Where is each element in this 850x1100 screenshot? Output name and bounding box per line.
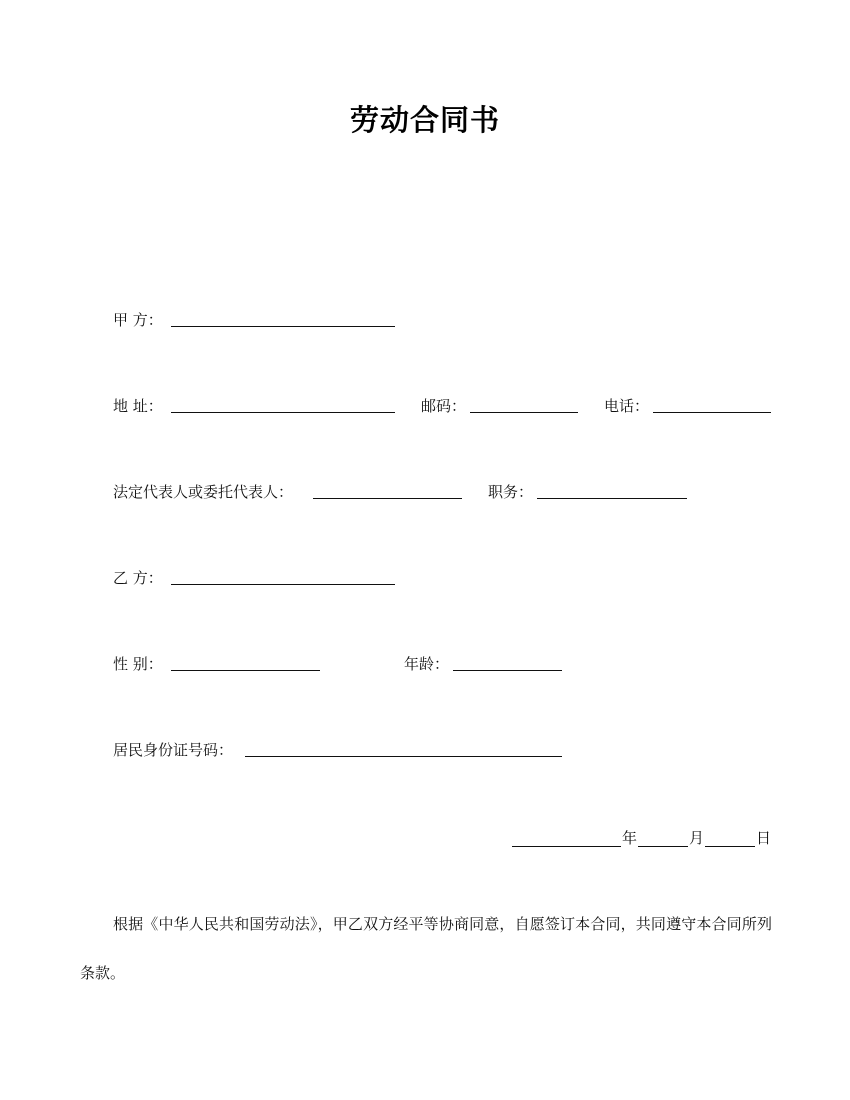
year-blank[interactable] (512, 846, 621, 847)
party-a-blank[interactable] (171, 326, 395, 327)
gender-blank[interactable] (171, 670, 320, 671)
legal-rep-label: 法定代表人或委托代表人： (113, 483, 294, 501)
party-b-blank[interactable] (171, 584, 395, 585)
month-blank[interactable] (638, 846, 688, 847)
year-label: 年 (622, 829, 638, 847)
day-label: 日 (756, 829, 772, 847)
address-blank[interactable] (171, 412, 395, 413)
day-blank[interactable] (705, 846, 755, 847)
age-label: 年龄： (404, 655, 450, 673)
phone-label: 电话： (604, 397, 650, 415)
position-blank[interactable] (537, 498, 687, 499)
phone-blank[interactable] (653, 412, 771, 413)
gender-label: 性 别： (113, 655, 163, 673)
party-a-label: 甲 方： (113, 311, 163, 329)
legal-rep-blank[interactable] (313, 498, 462, 499)
postcode-label: 邮码： (421, 397, 467, 415)
position-label: 职务： (488, 483, 534, 501)
id-number-blank[interactable] (245, 756, 562, 757)
address-label: 地 址： (113, 397, 163, 415)
id-number-label: 居民身份证号码： (113, 741, 234, 759)
document-title: 劳动合同书 (349, 103, 500, 137)
age-blank[interactable] (453, 670, 562, 671)
postcode-blank[interactable] (470, 412, 578, 413)
month-label: 月 (689, 829, 705, 847)
body-paragraph: 根据《中华人民共和国劳动法》，甲乙双方经平等协商同意，自愿签订本合同，共同遵守本合同所列条款。 (80, 915, 772, 982)
party-b-label: 乙 方： (113, 569, 163, 587)
